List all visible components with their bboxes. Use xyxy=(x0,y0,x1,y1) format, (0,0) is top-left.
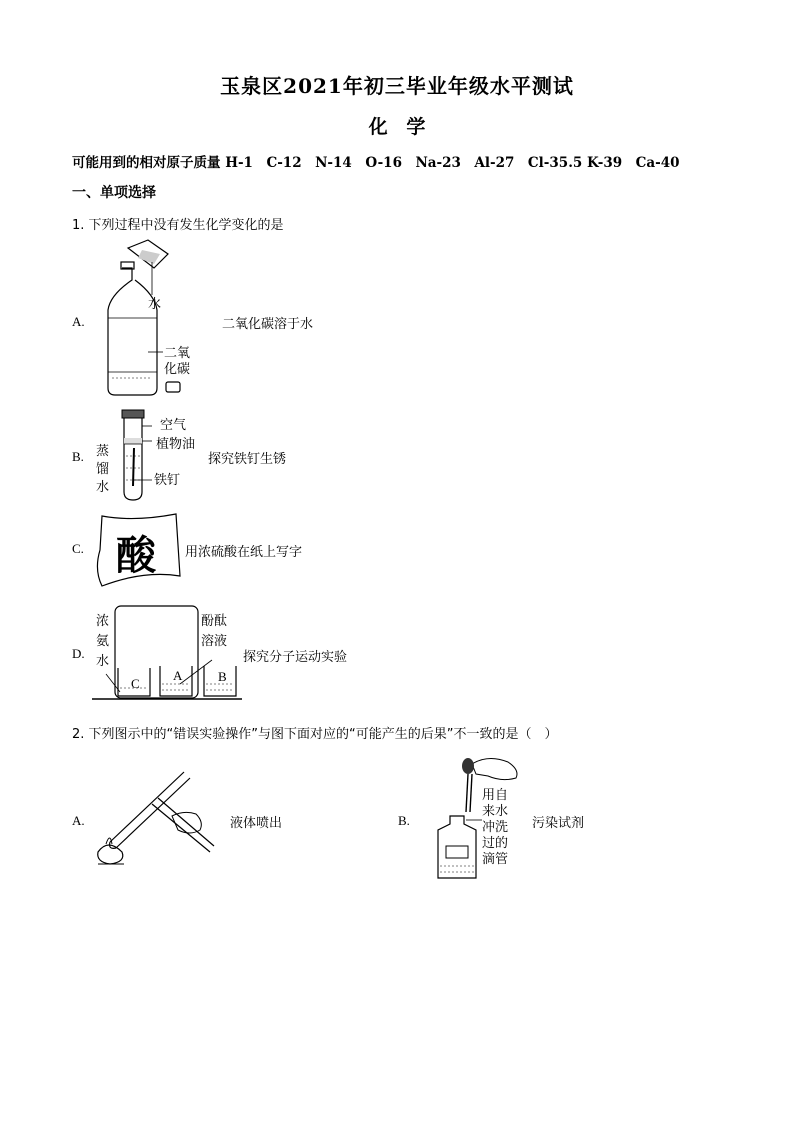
label-distilled-water-2: 馏 xyxy=(96,462,110,477)
label-ammonia-3: 水 xyxy=(96,654,110,669)
acid-character: 酸 xyxy=(116,532,156,579)
label-distilled-water-3: 水 xyxy=(96,480,110,495)
beaker-a-label: A xyxy=(173,668,183,683)
subject-char-1: 化 xyxy=(368,116,388,138)
q1-option-b-letter: B. xyxy=(72,449,84,464)
q1-option-c-desc: 用浓硫酸在纸上写字 xyxy=(185,545,303,560)
atomic-masses: 可能用到的相对原子质量 H-1 C-12 N-14 O-16 Na-23 Al-27 Cl-35.5 K-39 Ca-40 xyxy=(72,155,680,171)
beaker-c-label: C xyxy=(131,676,140,691)
label-iron-nail: 铁钉 xyxy=(154,473,181,488)
beaker-b-label: B xyxy=(218,669,227,684)
label-phenolphthalein-1: 酚酞 xyxy=(201,614,228,629)
question-2-stem: 2. 下列图示中的“错误实验操作”与图下面对应的“可能产生的后果”不一致的是（ ） xyxy=(72,727,558,742)
subject-title xyxy=(0,112,794,139)
label-air: 空气 xyxy=(160,418,187,433)
label-dropper-3: 冲洗 xyxy=(482,820,509,835)
label-co2-line1: 二氧 xyxy=(164,346,191,361)
label-vegetable-oil: 植物油 xyxy=(156,437,196,452)
label-dropper-4: 过的 xyxy=(482,836,509,851)
label-dropper-2: 来水 xyxy=(482,804,509,819)
label-ammonia-1: 浓 xyxy=(96,614,110,629)
q2-option-b-desc: 污染试剂 xyxy=(532,816,585,831)
q1-option-a-letter: A. xyxy=(72,314,85,329)
page-title: 玉泉区2021年初三毕业年级水平测试 xyxy=(220,74,574,98)
section-heading: 一、单项选择 xyxy=(72,185,156,201)
q2-option-a-letter: A. xyxy=(72,813,85,828)
heating-test-tube-diagram xyxy=(92,764,222,869)
label-co2-line2: 化碳 xyxy=(164,362,191,377)
label-dropper-1: 用自 xyxy=(482,788,509,803)
label-ammonia-2: 氨 xyxy=(96,634,110,649)
label-phenolphthalein-2: 溶液 xyxy=(201,634,228,649)
q2-option-b-letter: B. xyxy=(398,813,410,828)
dropper-bottle-diagram xyxy=(432,754,522,882)
q1-option-c-letter: C. xyxy=(72,541,84,556)
iron-nail-test-tube xyxy=(118,408,158,503)
label-dropper-5: 滴管 xyxy=(482,852,509,867)
label-water: 水 xyxy=(148,297,162,312)
q1-option-d-letter: D. xyxy=(72,646,85,661)
q1-option-b-desc: 探究铁钉生锈 xyxy=(208,452,287,467)
subject-char-2: 学 xyxy=(406,116,426,138)
q1-option-a-desc: 二氧化碳溶于水 xyxy=(222,317,314,332)
q2-option-a-desc: 液体喷出 xyxy=(230,816,283,831)
q1-option-d-desc: 探究分子运动实验 xyxy=(243,650,348,665)
label-distilled-water-1: 蒸 xyxy=(96,444,110,459)
question-1-stem: 1. 下列过程中没有发生化学变化的是 xyxy=(72,218,284,233)
